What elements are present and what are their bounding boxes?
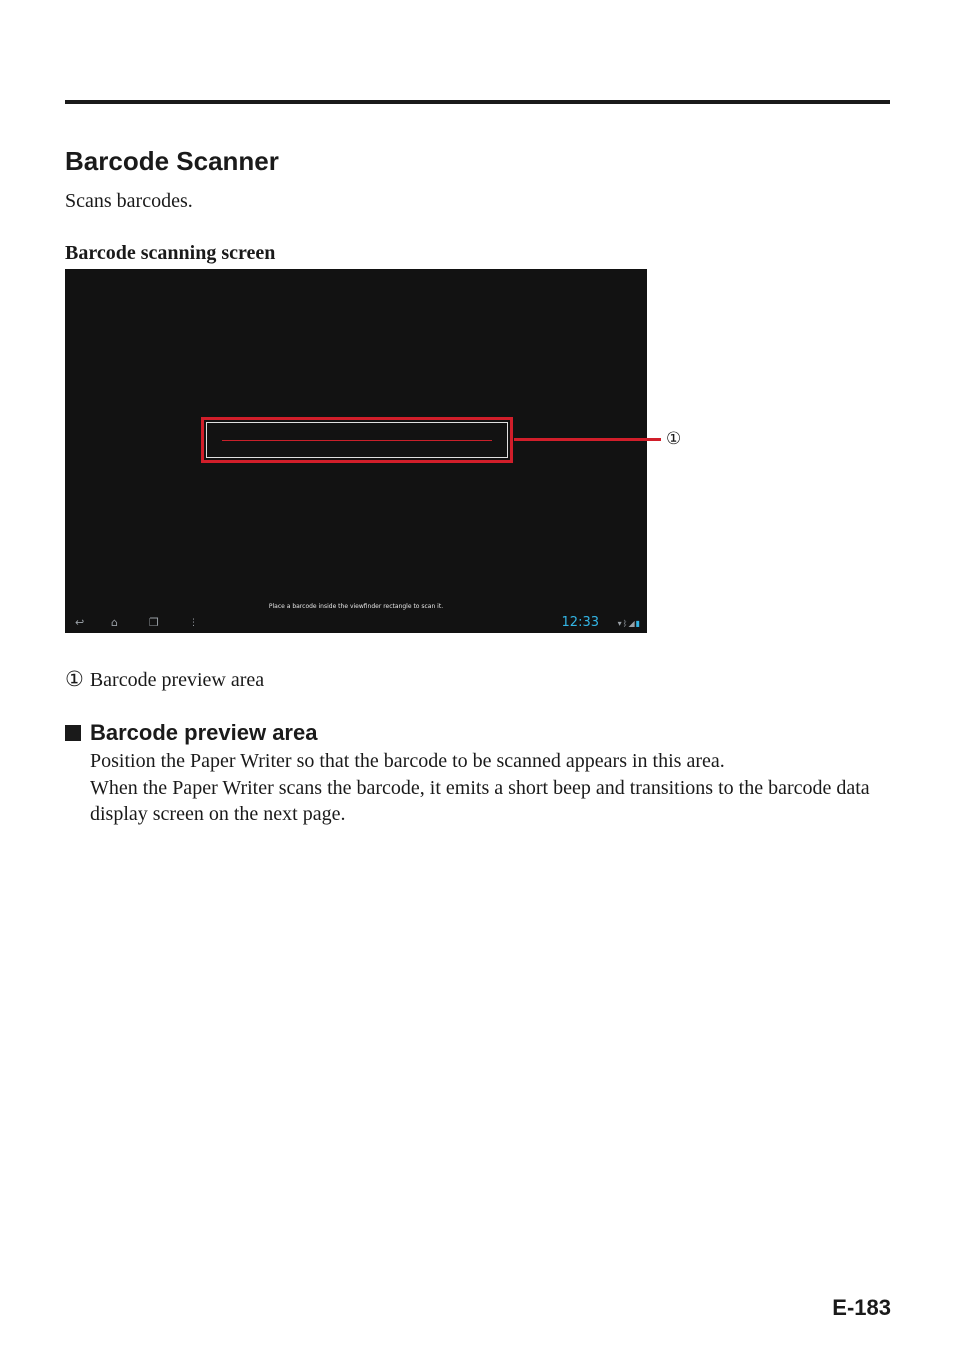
recent-apps-icon: ❐ [149,616,159,629]
back-icon: ↩ [75,616,85,629]
bluetooth-icon: ᛒ [622,619,629,628]
status-clock: 12:33 [561,615,599,630]
wifi-icon: ▾ [617,619,623,628]
home-icon: ⌂ [111,616,118,629]
legend-item [65,666,264,693]
section-paragraph: When the Paper Writer scans the barcode, it emits a short beep and transitions to the barcode data display screen on the next page. [90,776,870,825]
battery-icon: ▮ [635,619,641,628]
section-heading [65,719,317,747]
page-number: E-183 [832,1295,891,1320]
scan-line [222,440,492,441]
barcode-preview-area [201,417,513,463]
figure-caption: Barcode scanning screen [65,242,276,264]
callout-leader-line [514,438,661,441]
section-paragraph: Position the Paper Writer so that the barcode to be scanned appears in this area. [90,750,725,772]
section-heading-text: Barcode preview area [90,720,318,745]
status-icons [618,619,641,629]
page-title: Barcode Scanner [65,146,279,176]
signal-icon: ◢ [628,619,636,628]
callout-marker: ① [666,429,682,449]
section-body [90,748,895,828]
intro-text: Scans barcodes. [65,190,193,212]
menu-icon: ⋮ [189,618,198,628]
legend-label: Barcode preview area [89,669,265,691]
square-bullet-icon [65,725,81,741]
system-bar [65,611,647,633]
header-rule [65,100,890,104]
scan-hint: Place a barcode inside the viewfinder rectangle to scan it. [268,603,444,610]
legend-marker: ① [65,667,84,691]
barcode-scanning-screenshot [65,269,647,633]
